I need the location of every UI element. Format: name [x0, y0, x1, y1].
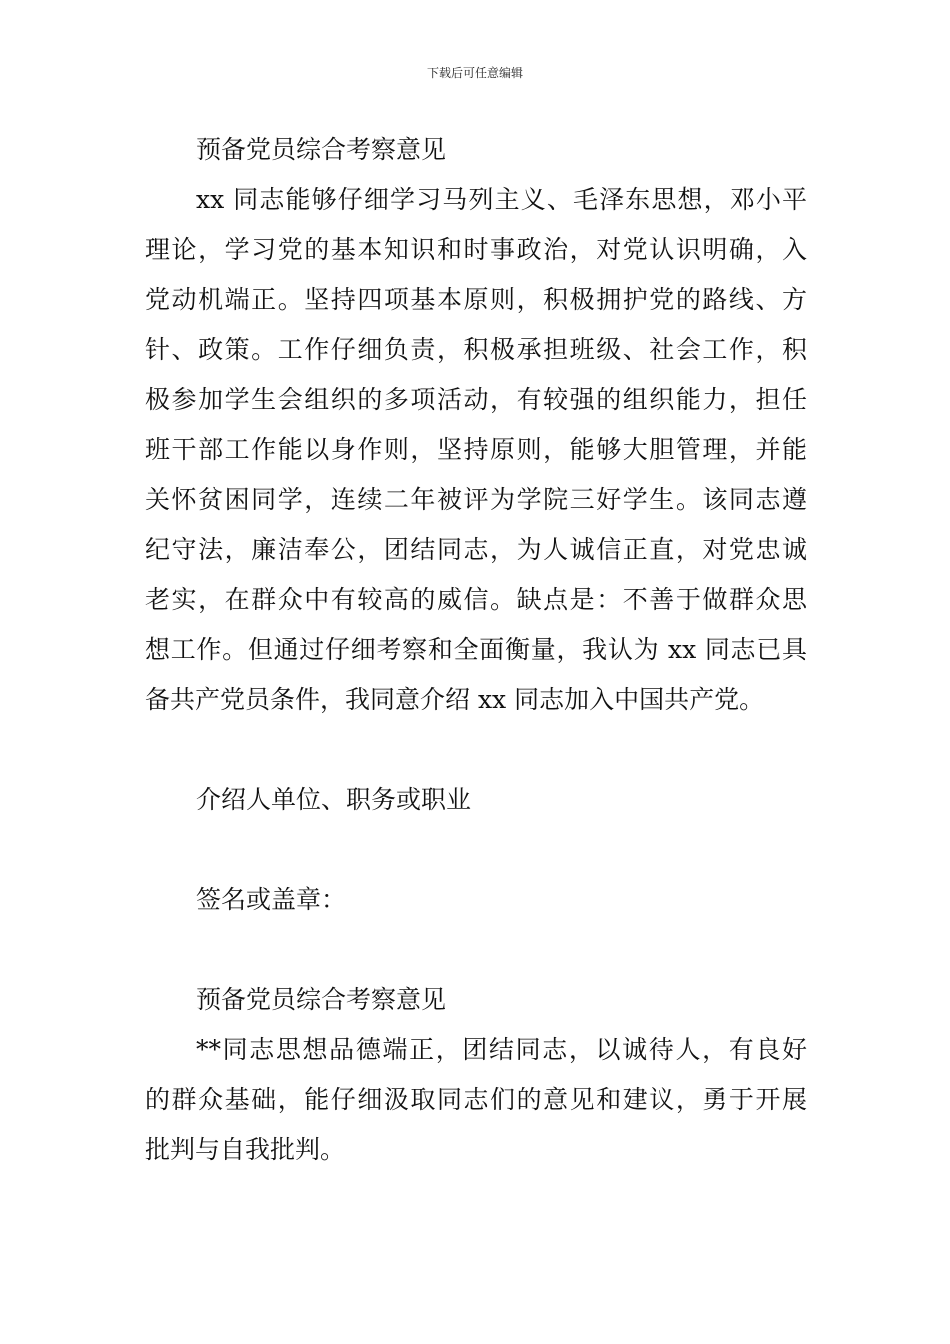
signature-label: 签名或盖章：: [196, 885, 347, 914]
paragraph-line: xx 同志能够仔细学习马列主义、毛泽东思想，邓小平: [196, 185, 807, 214]
spacer: [145, 825, 807, 875]
paragraph-line: 班干部工作能以身作则，坚持原则，能够大胆管理，并能: [145, 435, 807, 464]
paragraph-line: 批判与自我批判。: [145, 1135, 346, 1164]
paragraph-line: 纪守法，廉洁奉公，团结同志，为人诚信正直，对党忠诚: [145, 535, 807, 564]
paragraph-line: 备共产党员条件，我同意介绍 xx 同志加入中国共产党。: [145, 685, 765, 714]
introducer-label: 介绍人单位、职务或职业: [196, 785, 472, 814]
paragraph-line: 想工作。但通过仔细考察和全面衡量，我认为 xx 同志已具: [145, 635, 807, 664]
paragraph-line: 党动机端正。坚持四项基本原则，积极拥护党的路线、方: [145, 285, 807, 314]
paragraph-line: 极参加学生会组织的多项活动，有较强的组织能力，担任: [145, 385, 807, 414]
section-paragraph: [145, 1025, 807, 1175]
section-title: 预备党员综合考察意见: [196, 135, 447, 164]
paragraph-line: 理论，学习党的基本知识和时事政治，对党认识明确，入: [145, 235, 807, 264]
paragraph-line: 老实，在群众中有较高的威信。缺点是：不善于做群众思: [145, 585, 807, 614]
section-title: 预备党员综合考察意见: [196, 985, 447, 1014]
spacer: [145, 725, 807, 775]
page-header-note: 下载后可任意编辑: [426, 66, 523, 80]
paragraph-line: **同志思想品德端正，团结同志，以诚待人，有良好: [196, 1035, 807, 1064]
spacer: [145, 925, 807, 975]
paragraph-line: 关怀贫困同学，连续二年被评为学院三好学生。该同志遵: [145, 485, 807, 514]
document-body: [145, 125, 807, 1175]
section-paragraph: [145, 175, 807, 725]
paragraph-line: 的群众基础，能仔细汲取同志们的意见和建议，勇于开展: [145, 1085, 807, 1114]
paragraph-line: 针、政策。工作仔细负责，积极承担班级、社会工作，积: [145, 335, 807, 364]
